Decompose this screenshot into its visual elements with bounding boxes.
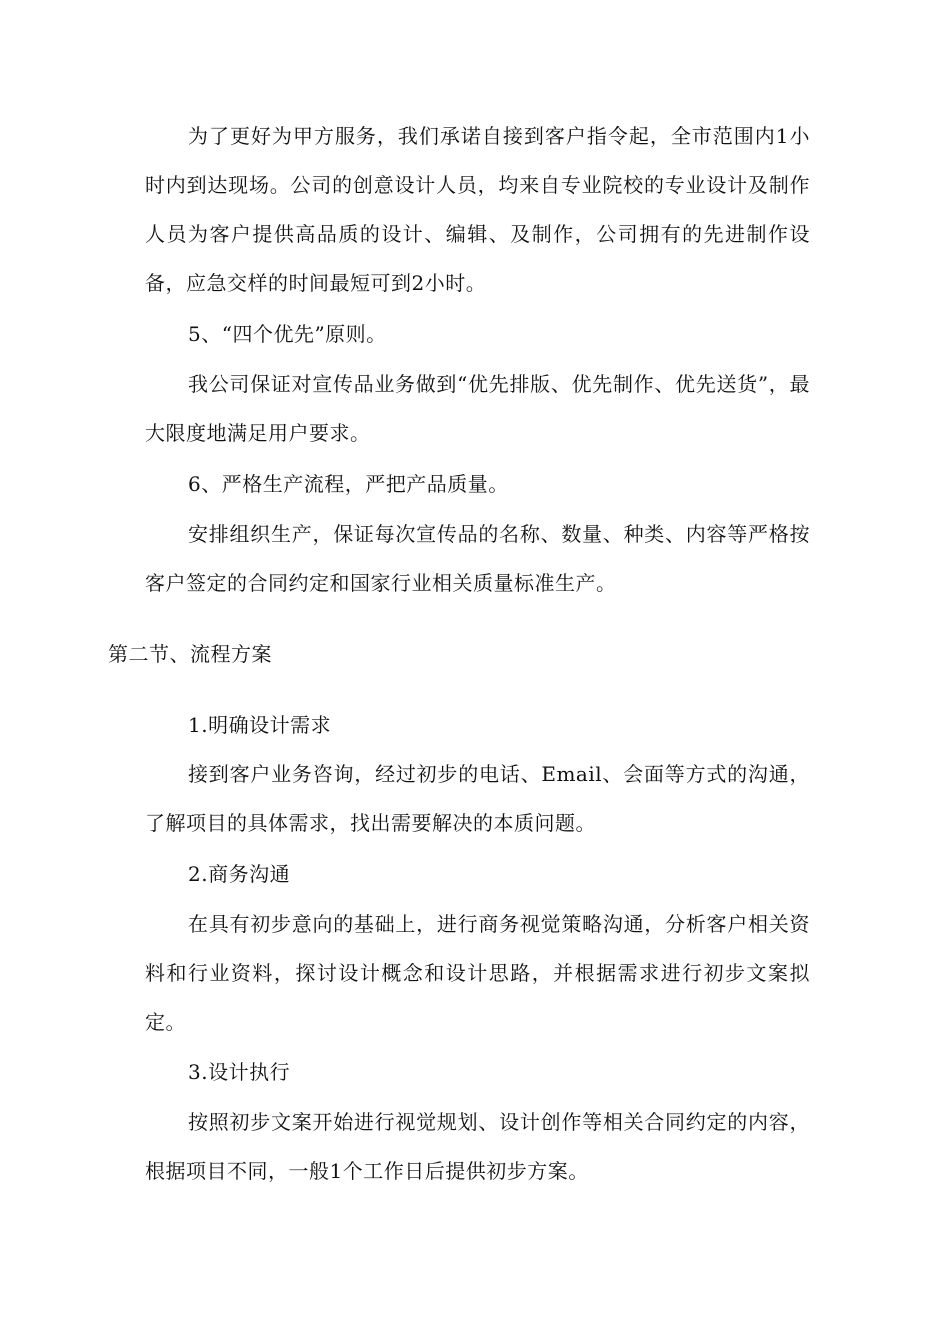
paragraph-four-priorities: 我公司保证对宣传品业务做到“优先排版、优先制作、优先送货”，最大限度地满足用户要求。 — [145, 372, 810, 445]
step-heading-define-requirements: 1.明确设计需求 — [188, 713, 332, 737]
step-body-define-requirements: 接到客户业务咨询，经过初步的电话、Email、会面等方式的沟通，了解项目的具体需求，找出需要解决的本质问题。 — [145, 762, 810, 835]
section-title-process-plan: 第二节、流程方案 — [108, 642, 272, 666]
step-body-business-communication: 在具有初步意向的基础上，进行商务视觉策略沟通，分析客户相关资料和行业资料，探讨设计概念和设计思路，并根据需求进行初步文案拟定。 — [145, 912, 810, 1034]
heading-strict-production: 6、严格生产流程，严把产品质量。 — [188, 472, 509, 496]
paragraph-service-commitment: 为了更好为甲方服务，我们承诺自接到客户指令起，全市范围内1小时内到达现场。公司的创意设计人员，均来自专业院校的专业设计及制作人员为客户提供高品质的设计、编辑、及制作，公司拥有的先进制作设备，应急交样的时间最短可到2小时。 — [145, 124, 810, 295]
paragraph-strict-production: 安排组织生产，保证每次宣传品的名称、数量、种类、内容等严格按客户签定的合同约定和国家行业相关质量标准生产。 — [145, 522, 810, 595]
step-body-design-execution: 按照初步文案开始进行视觉规划、设计创作等相关合同约定的内容，根据项目不同，一般1个工作日后提供初步方案。 — [145, 1110, 810, 1183]
step-heading-business-communication: 2.商务沟通 — [188, 862, 291, 886]
heading-four-priorities: 5、“四个优先”原则。 — [188, 322, 387, 346]
step-heading-design-execution: 3.设计执行 — [188, 1060, 291, 1084]
